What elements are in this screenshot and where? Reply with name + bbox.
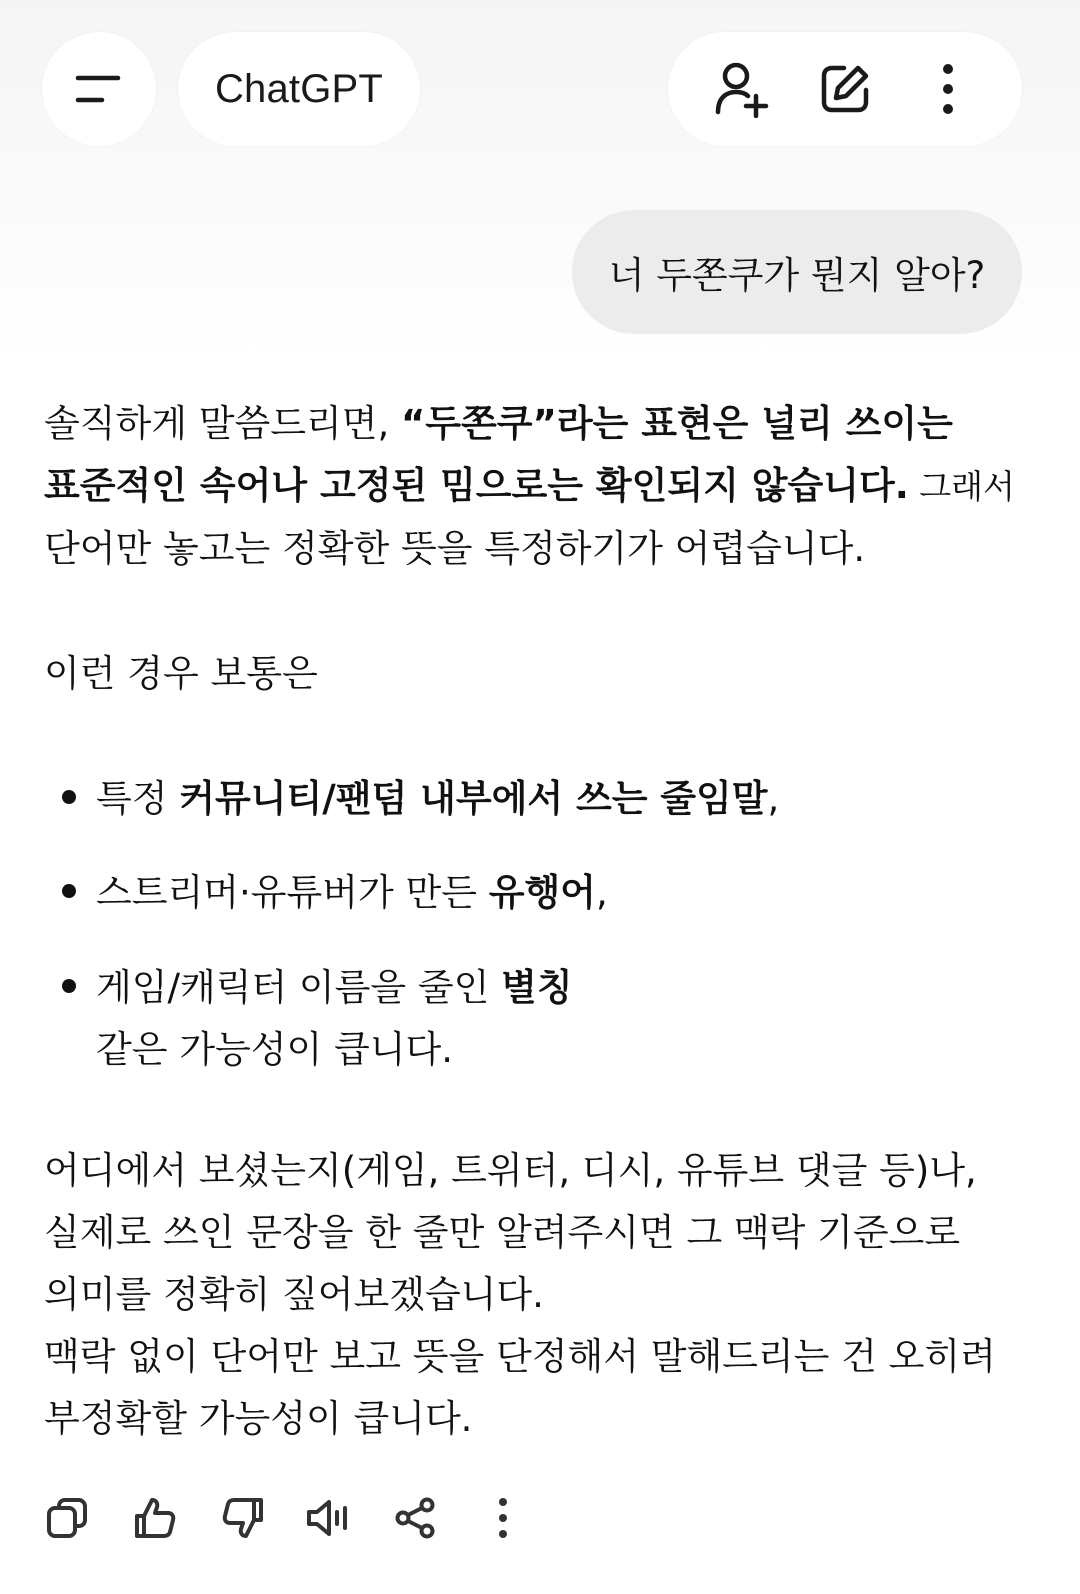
thumbs-down-icon — [221, 1496, 265, 1540]
bullet-dot — [62, 884, 76, 898]
assistant-paragraph-3 — [44, 1140, 1004, 1450]
message-actions — [42, 1490, 542, 1550]
text-line: 같은 가능성이 큽니다. — [96, 1028, 453, 1071]
new-chat-button[interactable] — [810, 54, 880, 124]
app-title: ChatGPT — [214, 66, 384, 111]
bullet-dot — [62, 979, 76, 993]
bold-span: 별칭 — [501, 966, 573, 1009]
text-span: 게임/캐릭터 이름을 줄인 — [96, 966, 502, 1009]
text-span: , — [767, 777, 780, 820]
menu-button[interactable] — [42, 32, 156, 146]
more-options-button[interactable] — [913, 54, 983, 124]
text-line: 부정확할 가능성이 큽니다. — [44, 1397, 473, 1440]
bullet-dot — [62, 790, 76, 804]
bold-span: 커뮤니티/팬덤 내부에서 쓰는 줄임말 — [179, 777, 768, 820]
text-line: 의미를 정확히 짚어보겠습니다. — [44, 1273, 544, 1316]
text-span: , — [595, 871, 608, 914]
bold-span: 유행어 — [488, 871, 596, 914]
copy-icon — [45, 1496, 89, 1540]
assistant-paragraph-1 — [44, 393, 1015, 580]
text-span: 솔직하게 말씀드리면, — [44, 402, 401, 445]
text-line: 실제로 쓰인 문장을 한 줄만 알려주시면 그 맥락 기준으로 — [44, 1211, 961, 1254]
thumbs-up-icon — [133, 1496, 177, 1540]
copy-button[interactable] — [42, 1490, 92, 1546]
bold-span: “두쫀쿠”라는 표현은 널리 쓰이는 — [400, 402, 953, 445]
more-vertical-icon — [496, 1496, 510, 1540]
text-span: 특정 — [96, 777, 180, 820]
user-message-bubble — [572, 210, 1022, 334]
list-item — [62, 957, 982, 1081]
text-span: 스트리머·유튜버가 만든 — [96, 871, 489, 914]
menu-icon — [74, 71, 124, 107]
text-span: 그래서 — [908, 467, 1015, 506]
speaker-icon — [305, 1496, 353, 1540]
assistant-paragraph-2: 이런 경우 보통은 — [44, 652, 318, 695]
edit-icon — [818, 62, 872, 116]
read-aloud-button[interactable] — [304, 1490, 354, 1546]
more-vertical-icon — [938, 62, 958, 116]
header-actions — [668, 32, 1022, 146]
add-user-icon — [714, 60, 770, 118]
share-icon — [393, 1496, 437, 1540]
text-line: 어디에서 보셨는지(게임, 트위터, 디시, 유튜브 댓글 등)나, — [44, 1149, 977, 1192]
bold-span: 표준적인 속어나 고정된 밈으로는 확인되지 않습니다. — [44, 464, 909, 507]
text-line: 단어만 놓고는 정확한 뜻을 특정하기가 어렵습니다. — [44, 527, 866, 570]
text-line: 맥락 없이 단어만 보고 뜻을 단정해서 말해드리는 건 오히려 — [44, 1335, 996, 1378]
user-message-text: 너 두쫀쿠가 뭔지 알아? — [608, 254, 986, 297]
thumbs-up-button[interactable] — [130, 1490, 180, 1546]
model-selector[interactable] — [178, 32, 420, 146]
thumbs-down-button[interactable] — [218, 1490, 268, 1546]
add-user-button[interactable] — [707, 54, 777, 124]
share-button[interactable] — [390, 1490, 440, 1546]
more-actions-button[interactable] — [478, 1490, 528, 1546]
